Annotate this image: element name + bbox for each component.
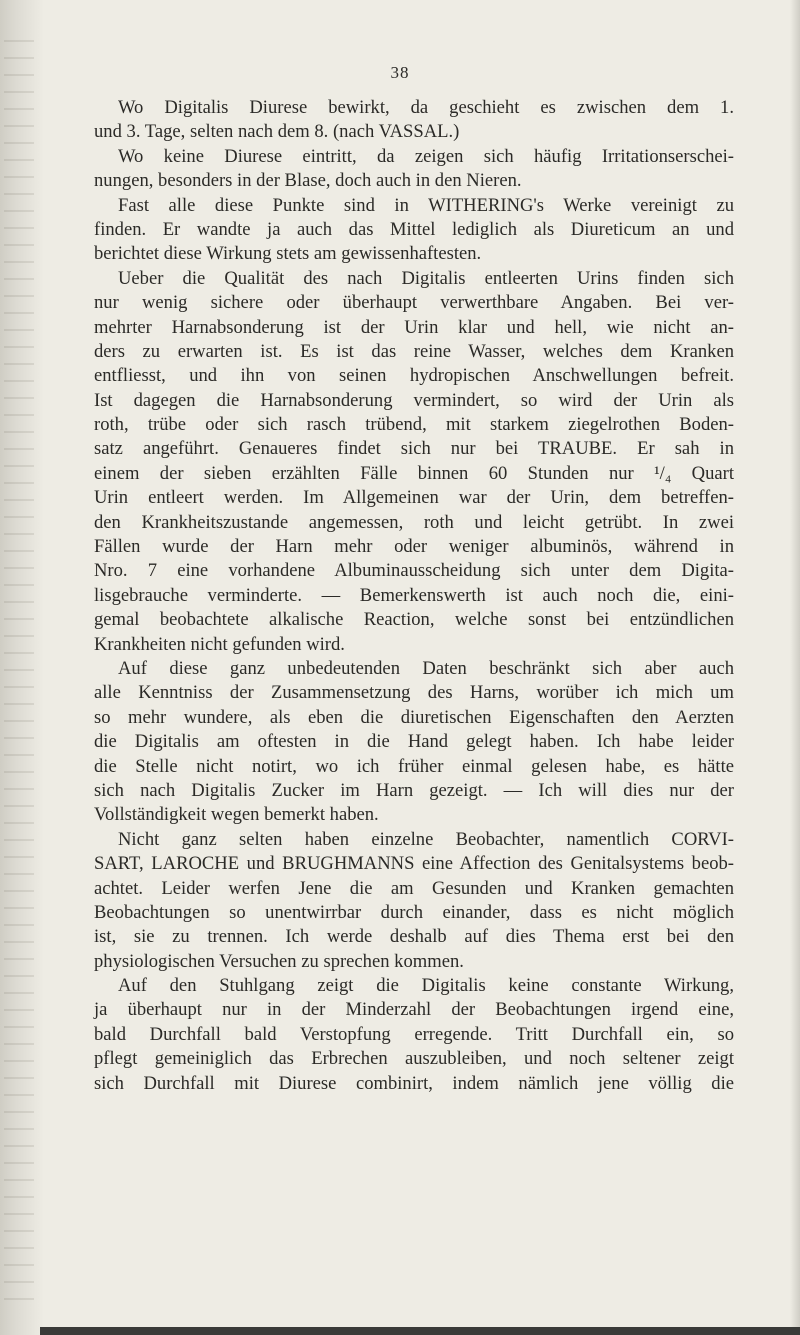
text-line: den Krankheitszustande angemessen, roth und leicht getrübt. In zwei: [94, 511, 734, 533]
body-text: [94, 96, 734, 1096]
text-line: Nro. 7 eine vorhandene Albuminausscheidung sich unter dem Digita-: [94, 560, 734, 582]
text-line: Wo keine Diurese eintritt, da zeigen sich häufig Irritationserschei-: [118, 145, 734, 167]
text-line: Fast alle diese Punkte sind in WITHERING's Werke vereinigt zu: [118, 194, 734, 216]
gutter-bleed: [4, 40, 34, 1300]
text-line: Krankheiten nicht gefunden wird.: [94, 633, 345, 655]
text-line: Fällen wurde der Harn mehr oder weniger albuminös, während in: [94, 536, 734, 558]
text-line: Ist dagegen die Harnabsonderung vermindert, so wird der Urin als: [94, 389, 734, 411]
text-line: Auf den Stuhlgang zeigt die Digitalis keine constante Wirkung,: [118, 975, 734, 997]
text-line: Vollständigkeit wegen bemerkt haben.: [94, 804, 379, 826]
page-number: 38: [390, 63, 410, 82]
text-line: nur wenig sichere oder überhaupt verwerthbare Angaben. Bei ver-: [94, 292, 734, 314]
text-line: ders zu erwarten ist. Es ist das reine Wasser, welches dem Kranken: [94, 340, 734, 362]
text-line: Urin entleert werden. Im Allgemeinen war der Urin, dem betreffen-: [94, 487, 734, 509]
text-line: physiologischen Versuchen zu sprechen kommen.: [94, 950, 464, 972]
text-line: sich Durchfall mit Diurese combinirt, indem nämlich jene völlig die: [94, 1072, 734, 1094]
text-line: pflegt gemeiniglich das Erbrechen auszubleiben, und noch seltener zeigt: [94, 1048, 734, 1070]
text-line: berichtet diese Wirkung stets am gewissenhaftesten.: [94, 243, 482, 265]
text-line: Wo Digitalis Diurese bewirkt, da geschieht es zwischen dem 1.: [118, 97, 734, 118]
text-line: die Digitalis am oftesten in die Hand gelegt haben. Ich habe leider: [94, 731, 734, 753]
text-line: entfliesst, und ihn von seinen hydropischen Anschwellungen befreit.: [94, 365, 734, 387]
text-line: mehrter Harnabsonderung ist der Urin klar und hell, wie nicht an-: [94, 316, 734, 338]
text-line: die Stelle nicht notirt, wo ich früher einmal gelesen habe, es hätte: [94, 755, 734, 777]
text-line: SART, LAROCHE und BRUGHMANNS eine Affection des Genitalsystems beob-: [94, 853, 734, 875]
text-line: sich nach Digitalis Zucker im Harn gezeigt. — Ich will dies nur der: [94, 779, 734, 801]
text-line: so mehr wundere, als eben die diuretischen Eigenschaften den Aerzten: [94, 706, 734, 728]
text-line: satz angeführt. Genaueres findet sich nur bei TRAUBE. Er sah in: [94, 438, 734, 460]
text-line: roth, trübe oder sich rasch trübend, mit starkem ziegelrothen Boden-: [94, 414, 734, 436]
text-line: bald Durchfall bald Verstopfung erregende. Tritt Durchfall ein, so: [94, 1023, 734, 1045]
text-line: achtet. Leider werfen Jene die am Gesunden und Kranken gemachten: [94, 877, 734, 899]
text-line: einem der sieben erzählten Fälle binnen 60 Stunden nur ¹/₄ Quart: [94, 462, 734, 484]
text-line: ist, sie zu trennen. Ich werde deshalb auf dies Thema erst bei den: [94, 926, 734, 948]
text-line: Nicht ganz selten haben einzelne Beobachter, namentlich CORVI-: [118, 828, 734, 850]
text-line: und 3. Tage, selten nach dem 8. (nach VASSAL.): [94, 121, 460, 143]
text-line: Beobachtungen so unentwirrbar durch einander, dass es nicht möglich: [94, 901, 734, 923]
page-bottom-edge: [40, 1327, 800, 1335]
page-right-edge: [790, 0, 800, 1335]
text-line: nungen, besonders in der Blase, doch auch in den Nieren.: [94, 170, 522, 192]
text-line: gemal beobachtete alkalische Reaction, welche sonst bei entzündlichen: [94, 609, 734, 631]
text-line: finden. Er wandte ja auch das Mittel lediglich als Diureticum an und: [94, 218, 734, 240]
text-line: lisgebrauche verminderte. — Bemerkenswerth ist auch noch die, eini-: [94, 584, 734, 606]
page-gutter: [0, 0, 44, 1335]
text-line: Auf diese ganz unbedeutenden Daten beschränkt sich aber auch: [118, 657, 734, 679]
text-line: Ueber die Qualität des nach Digitalis entleerten Urins finden sich: [118, 267, 734, 289]
text-line: alle Kenntniss der Zusammensetzung des Harns, worüber ich mich um: [94, 682, 734, 704]
text-line: ja überhaupt nur in der Minderzahl der Beobachtungen irgend eine,: [94, 999, 734, 1021]
